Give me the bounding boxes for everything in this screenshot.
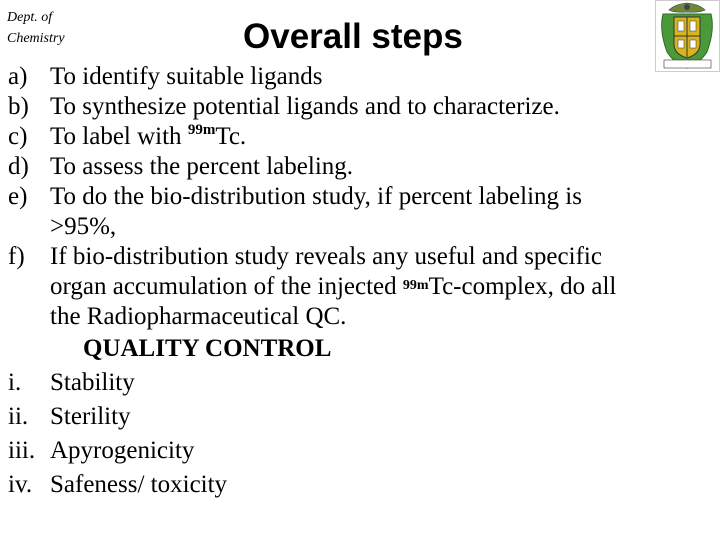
qc-marker: i.: [8, 369, 22, 396]
qc-item: [8, 436, 708, 466]
step-text-after: Tc.: [215, 123, 247, 150]
department-label: [7, 7, 65, 49]
step-item: [8, 92, 708, 122]
qc-marker: ii.: [8, 403, 29, 430]
step-text-before: organ accumulation of the injected: [50, 273, 403, 300]
step-marker: b): [8, 93, 29, 120]
slide-body: [8, 62, 708, 500]
step-line-1: If bio-distribution study reveals any useful and specific: [50, 243, 602, 270]
qc-item: [8, 368, 708, 398]
step-marker: a): [8, 63, 28, 90]
step-text: To assess the percent labeling.: [50, 153, 354, 180]
qc-marker: iii.: [8, 437, 36, 464]
step-text: To identify suitable ligands: [50, 63, 323, 90]
step-line-1: To do the bio-distribution study, if percent labeling is: [50, 183, 582, 210]
step-text-after: Tc-complex, do all: [428, 273, 617, 300]
qc-text: Stability: [50, 369, 135, 396]
qc-marker: iv.: [8, 471, 33, 498]
step-item: [8, 242, 708, 332]
step-item: [8, 152, 708, 182]
step-item: [8, 182, 708, 242]
qc-text: Safeness/ toxicity: [50, 471, 228, 498]
qc-item: [8, 470, 708, 500]
step-text: [50, 182, 708, 242]
qc-heading: QUALITY CONTROL: [83, 335, 332, 362]
step-text: [50, 242, 708, 332]
qc-text: Sterility: [50, 403, 131, 430]
step-text-before: To label with: [50, 123, 188, 150]
qc-item: [8, 402, 708, 432]
step-item: [8, 122, 708, 152]
step-text: To synthesize potential ligands and to characterize.: [50, 93, 560, 120]
isotope-superscript: 99m: [402, 278, 429, 293]
step-marker: d): [8, 153, 29, 180]
isotope-superscript: 99m: [187, 122, 216, 138]
qc-text: Apyrogenicity: [50, 437, 195, 464]
step-marker: c): [8, 123, 28, 150]
step-text: [50, 122, 708, 152]
step-marker: f): [8, 243, 25, 270]
step-line-2: [50, 272, 708, 302]
step-item: [8, 62, 708, 92]
step-line-3: the Radiopharmaceutical QC.: [50, 303, 347, 330]
department-line-1: Dept. of: [7, 10, 53, 25]
step-line-2: >95%,: [50, 213, 117, 240]
department-line-2: Chemistry: [7, 31, 65, 46]
step-marker: e): [8, 183, 28, 210]
slide-title: Overall steps: [243, 17, 463, 56]
